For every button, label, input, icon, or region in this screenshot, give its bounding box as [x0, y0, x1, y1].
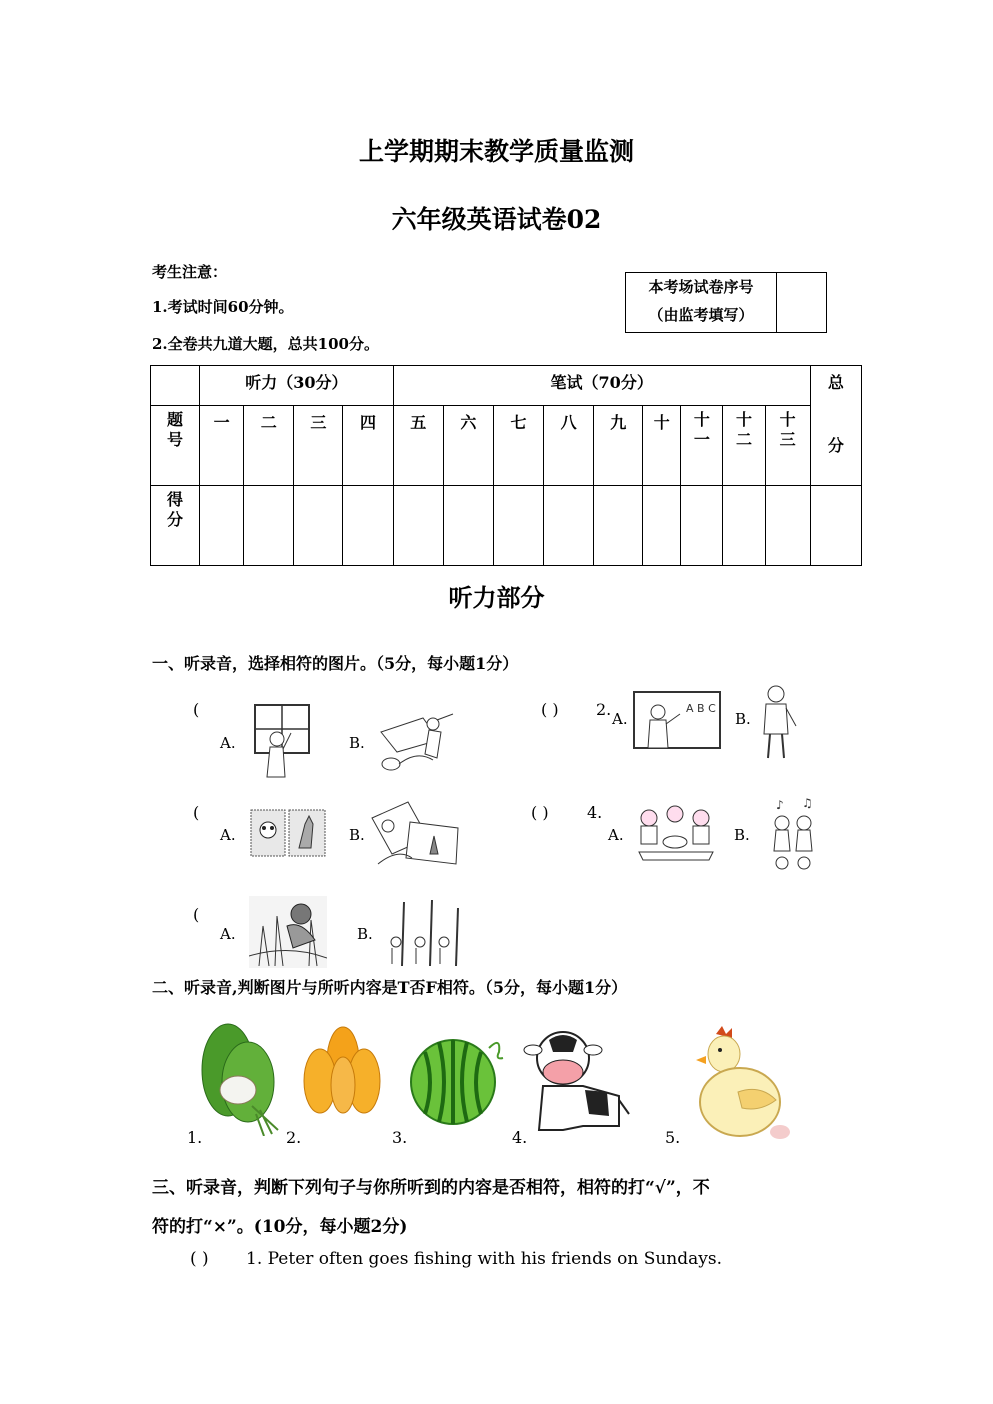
q4-option-a: A. [608, 826, 624, 844]
score-cell[interactable] [681, 486, 723, 566]
column-header: 一 [200, 406, 244, 486]
score-cell[interactable] [544, 486, 594, 566]
part2-label-3: 3. [392, 1128, 408, 1147]
q5-paren[interactable]: ( [193, 905, 200, 924]
postcards-picture [368, 798, 468, 868]
part3-q1-paren[interactable]: ( ) [190, 1249, 209, 1269]
notice-heading: 考生注意： [152, 263, 228, 281]
score-cell[interactable] [594, 486, 643, 566]
teacher-blackboard-picture [632, 690, 722, 752]
q1-option-b: B. [349, 734, 365, 752]
cow-picture [523, 1026, 633, 1138]
exam-title: 上学期期末教学质量监测 [358, 137, 634, 166]
score-cell[interactable] [343, 486, 393, 566]
section-title: 听力部分 [448, 583, 545, 612]
q3-option-b: B. [349, 826, 365, 844]
exam-subtitle: 六年级英语试卷02 [391, 205, 602, 234]
serial-number-label [626, 273, 777, 332]
row-label-qno: 题号 [151, 406, 200, 486]
window-cleaning-picture [247, 703, 311, 781]
score-cell[interactable] [443, 486, 493, 566]
score-cell[interactable] [643, 486, 681, 566]
q4-option-b: B. [734, 826, 750, 844]
music-note-icon: ♪ [776, 798, 784, 812]
column-header: 六 [443, 406, 493, 486]
birthday-party-picture [635, 802, 717, 862]
part2-label-4: 4. [512, 1128, 528, 1147]
music-note-icon: ♫ [802, 797, 813, 810]
part2-label-5: 5. [665, 1128, 681, 1147]
column-header: 十二 [723, 406, 765, 486]
column-header: 十 [643, 406, 681, 486]
column-header: 十一 [681, 406, 723, 486]
column-header: 四 [343, 406, 393, 486]
notice-item-1: 1.考试时间60分钟。 [152, 298, 294, 316]
score-row [151, 486, 862, 566]
total-header: 总 分 [810, 366, 861, 486]
q3-option-a: A. [220, 826, 236, 844]
column-header: 十三 [765, 406, 810, 486]
part2-label-1: 1. [187, 1128, 203, 1147]
column-header: 五 [393, 406, 443, 486]
part2-heading: 二、听录音,判断图片与所听内容是T否F相符。（5分，每小题1分） [152, 978, 628, 997]
q5-option-b: B. [357, 925, 373, 943]
q5-option-a: A. [220, 925, 236, 943]
score-cell[interactable] [723, 486, 765, 566]
chicken-picture [690, 1026, 794, 1144]
score-cell[interactable] [393, 486, 443, 566]
written-header: 笔试（70分） [393, 366, 810, 406]
listening-header: 听力（30分） [200, 366, 394, 406]
coconut-picture [198, 1010, 284, 1136]
q4-paren[interactable]: ( ) [531, 803, 549, 822]
stamps-picture [249, 808, 329, 858]
q2-option-b: B. [735, 710, 751, 728]
part1-heading: 一、听录音，选择相符的图片。（5分，每小题1分） [152, 654, 519, 673]
part2-label-2: 2. [286, 1128, 302, 1147]
blackboard-letters: A B C [686, 702, 716, 715]
row-label-score: 得分 [151, 486, 200, 566]
q1-option-a: A. [220, 734, 236, 752]
vacuuming-picture [377, 710, 457, 774]
q2-paren[interactable]: ( ) [541, 700, 559, 719]
q1-paren[interactable]: ( [193, 700, 200, 719]
man-picture [756, 682, 800, 762]
column-header: 七 [493, 406, 543, 486]
q4-number: 4. [587, 803, 603, 822]
planting-picture [249, 896, 327, 968]
question-number-row [151, 406, 862, 486]
score-cell[interactable] [244, 486, 294, 566]
serial-number-box [625, 272, 827, 333]
score-cell[interactable] [493, 486, 543, 566]
notice-item-2: 2.全卷共九道大题，总共100分。 [152, 335, 379, 353]
part3-heading-line2: 符的打“×”。(10分，每小题2分) [152, 1217, 408, 1237]
orange-picture [300, 1015, 386, 1119]
score-cell[interactable] [810, 486, 861, 566]
column-header: 二 [244, 406, 294, 486]
score-cell[interactable] [765, 486, 810, 566]
score-cell[interactable] [200, 486, 244, 566]
column-header: 九 [594, 406, 643, 486]
serial-line-1: 本考场试卷序号 [648, 278, 754, 296]
part3-heading-line1: 三、听录音，判断下列句子与你所听到的内容是否相符，相符的打“√”，不 [152, 1178, 710, 1198]
watermelon-picture [405, 1030, 509, 1126]
score-cell[interactable] [294, 486, 343, 566]
q3-paren[interactable]: ( [193, 803, 200, 822]
q2-number: 2. [596, 700, 612, 719]
part3-q1-text: 1. Peter often goes fishing with his friends on Sundays. [246, 1249, 722, 1269]
column-header: 三 [294, 406, 343, 486]
q2-option-a: A. [612, 710, 628, 728]
trees-picture [386, 898, 468, 968]
score-table [150, 365, 862, 566]
column-header: 八 [544, 406, 594, 486]
serial-line-2: （由监考填写） [648, 306, 754, 324]
dancing-kids-picture [762, 797, 824, 871]
